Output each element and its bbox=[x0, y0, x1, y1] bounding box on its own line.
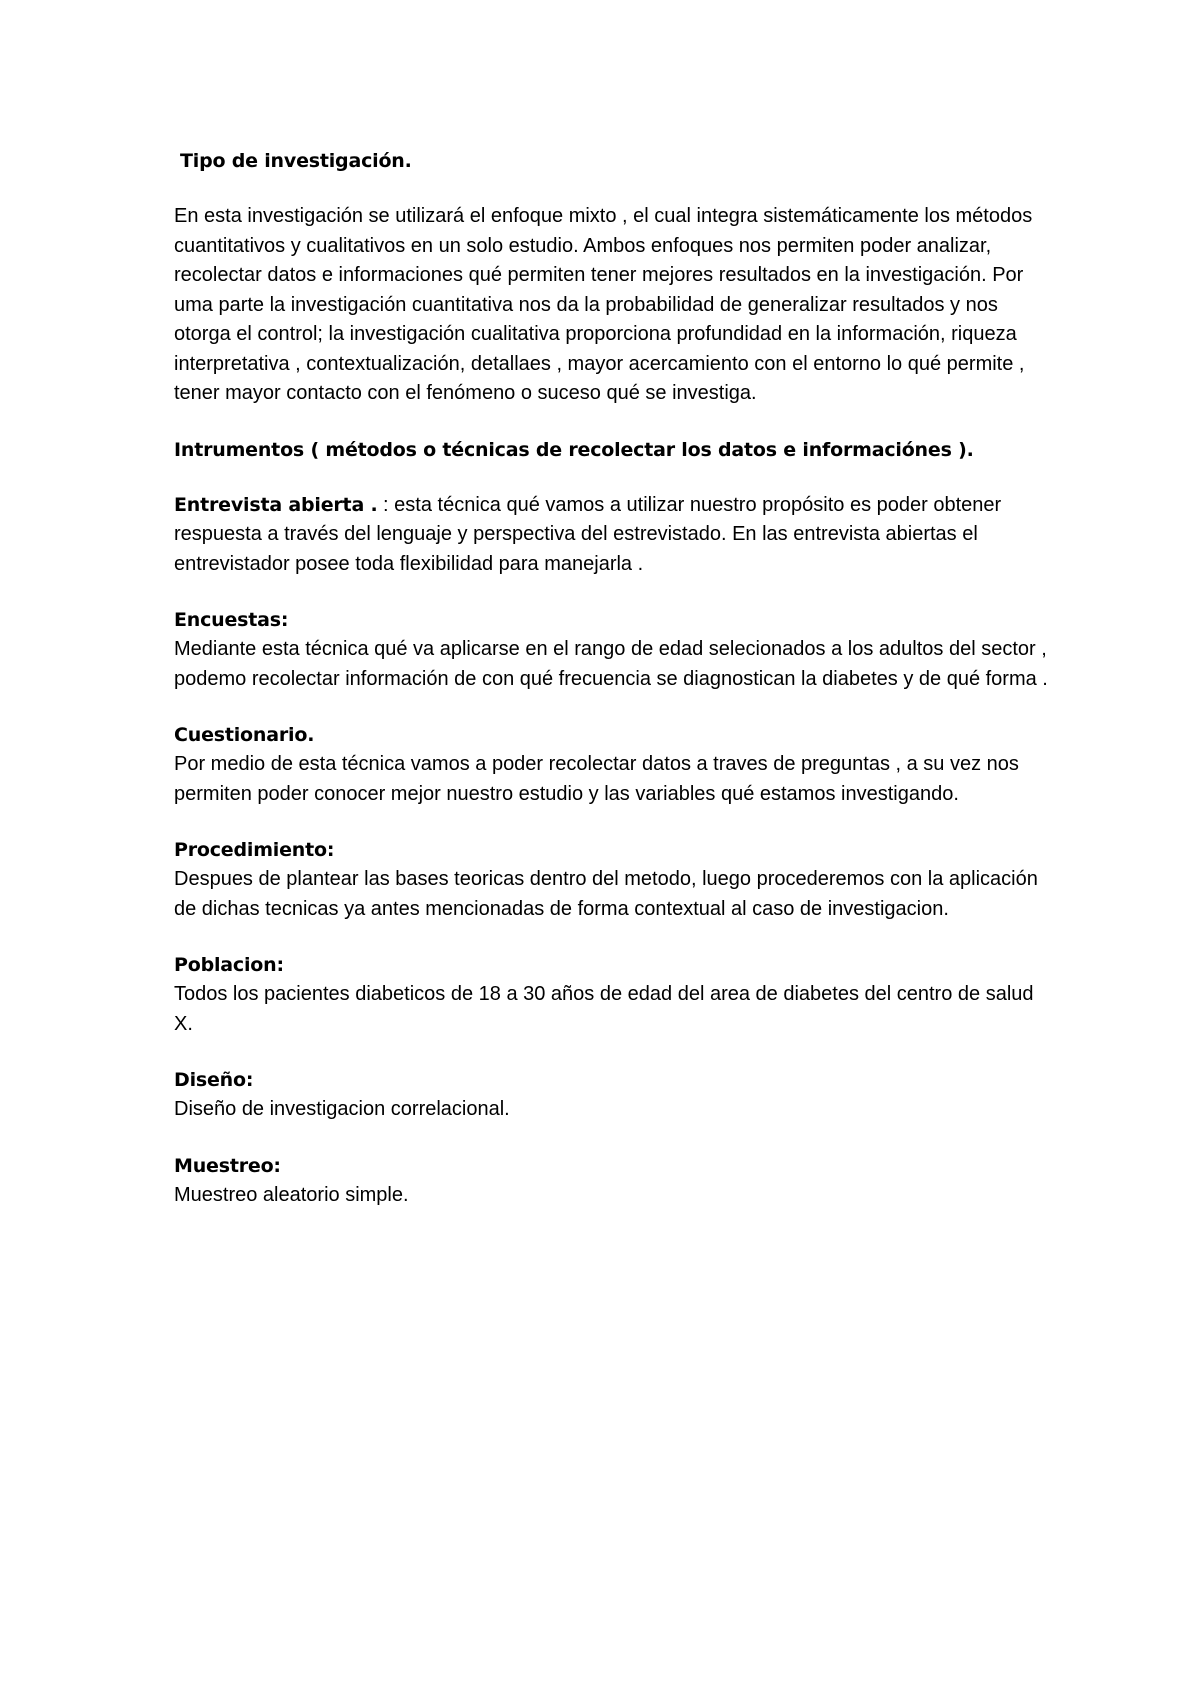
interview-label: Entrevista abierta . bbox=[174, 493, 378, 516]
section-encuestas bbox=[174, 605, 1054, 694]
section-procedimiento bbox=[174, 835, 1054, 924]
section-text: Todos los pacientes diabeticos de 18 a 30 años de edad del area de diabetes del centro de salud X. bbox=[174, 983, 1034, 1035]
section-cuestionario bbox=[174, 720, 1054, 809]
section-heading: Encuestas: bbox=[174, 609, 289, 631]
document-page bbox=[174, 146, 1054, 1210]
interview-text: : esta técnica qué vamos a utilizar nuestro propósito es poder obtener respuesta a través del lenguaje y perspectiva del estrevistado. En las entrevista abiertas el entrevistador posee toda flexibilidad para manejarla . bbox=[174, 493, 1002, 575]
spacer bbox=[174, 176, 1054, 202]
section-heading: Poblacion: bbox=[174, 954, 284, 976]
document-title: Tipo de investigación. bbox=[180, 150, 412, 172]
instruments-heading: Intrumentos ( métodos o técnicas de recolectar los datos e informaciónes ). bbox=[174, 438, 974, 461]
section-heading: Cuestionario. bbox=[174, 724, 315, 746]
section-heading: Procedimiento: bbox=[174, 839, 335, 861]
section-muestreo bbox=[174, 1151, 1054, 1211]
interview-paragraph bbox=[174, 491, 1054, 580]
intro-paragraph: En esta investigación se utilizará el enfoque mixto , el cual integra sistemáticamente los métodos cuantitativos y cualitativos en un solo estudio. Ambos enfoques nos permiten poder analizar, recolectar datos e informaciones qué permiten tener mejores resultados en la investigación. Por uma parte la investigación cuantitativa nos da la probabilidad de generalizar resultados y nos otorga el control; la investigación cualitativa proporciona profundidad en la información, riqueza interpretativa , contextualización, detallaes , mayor acercamiento con el entorno lo qué permite , tener mayor contacto con el fenómeno o suceso qué se investiga. bbox=[174, 205, 1033, 404]
section-heading: Diseño: bbox=[174, 1069, 254, 1091]
section-text: Diseño de investigacion correlacional. bbox=[174, 1098, 510, 1120]
section-poblacion bbox=[174, 950, 1054, 1039]
section-heading: Muestreo: bbox=[174, 1154, 281, 1177]
section-text: Mediante esta técnica qué va aplicarse en el rango de edad selecionados a los adultos del sector , podemo recolectar información de con qué frecuencia se diagnostican la diabetes y de qué forma . bbox=[174, 638, 1048, 690]
section-text: Muestreo aleatorio simple. bbox=[174, 1183, 409, 1206]
section-text: Por medio de esta técnica vamos a poder recolectar datos a traves de preguntas , a su vez nos permiten poder conocer mejor nuestro estudio y las variables qué estamos investigando. bbox=[174, 753, 1019, 805]
instruments-section bbox=[174, 435, 1054, 465]
interview-section bbox=[174, 491, 1054, 580]
section-text: Despues de plantear las bases teoricas dentro del metodo, luego procederemos con la aplicación de dichas tecnicas ya antes mencionadas de forma contextual al caso de investigacion. bbox=[174, 868, 1038, 920]
section-diseno bbox=[174, 1065, 1054, 1125]
